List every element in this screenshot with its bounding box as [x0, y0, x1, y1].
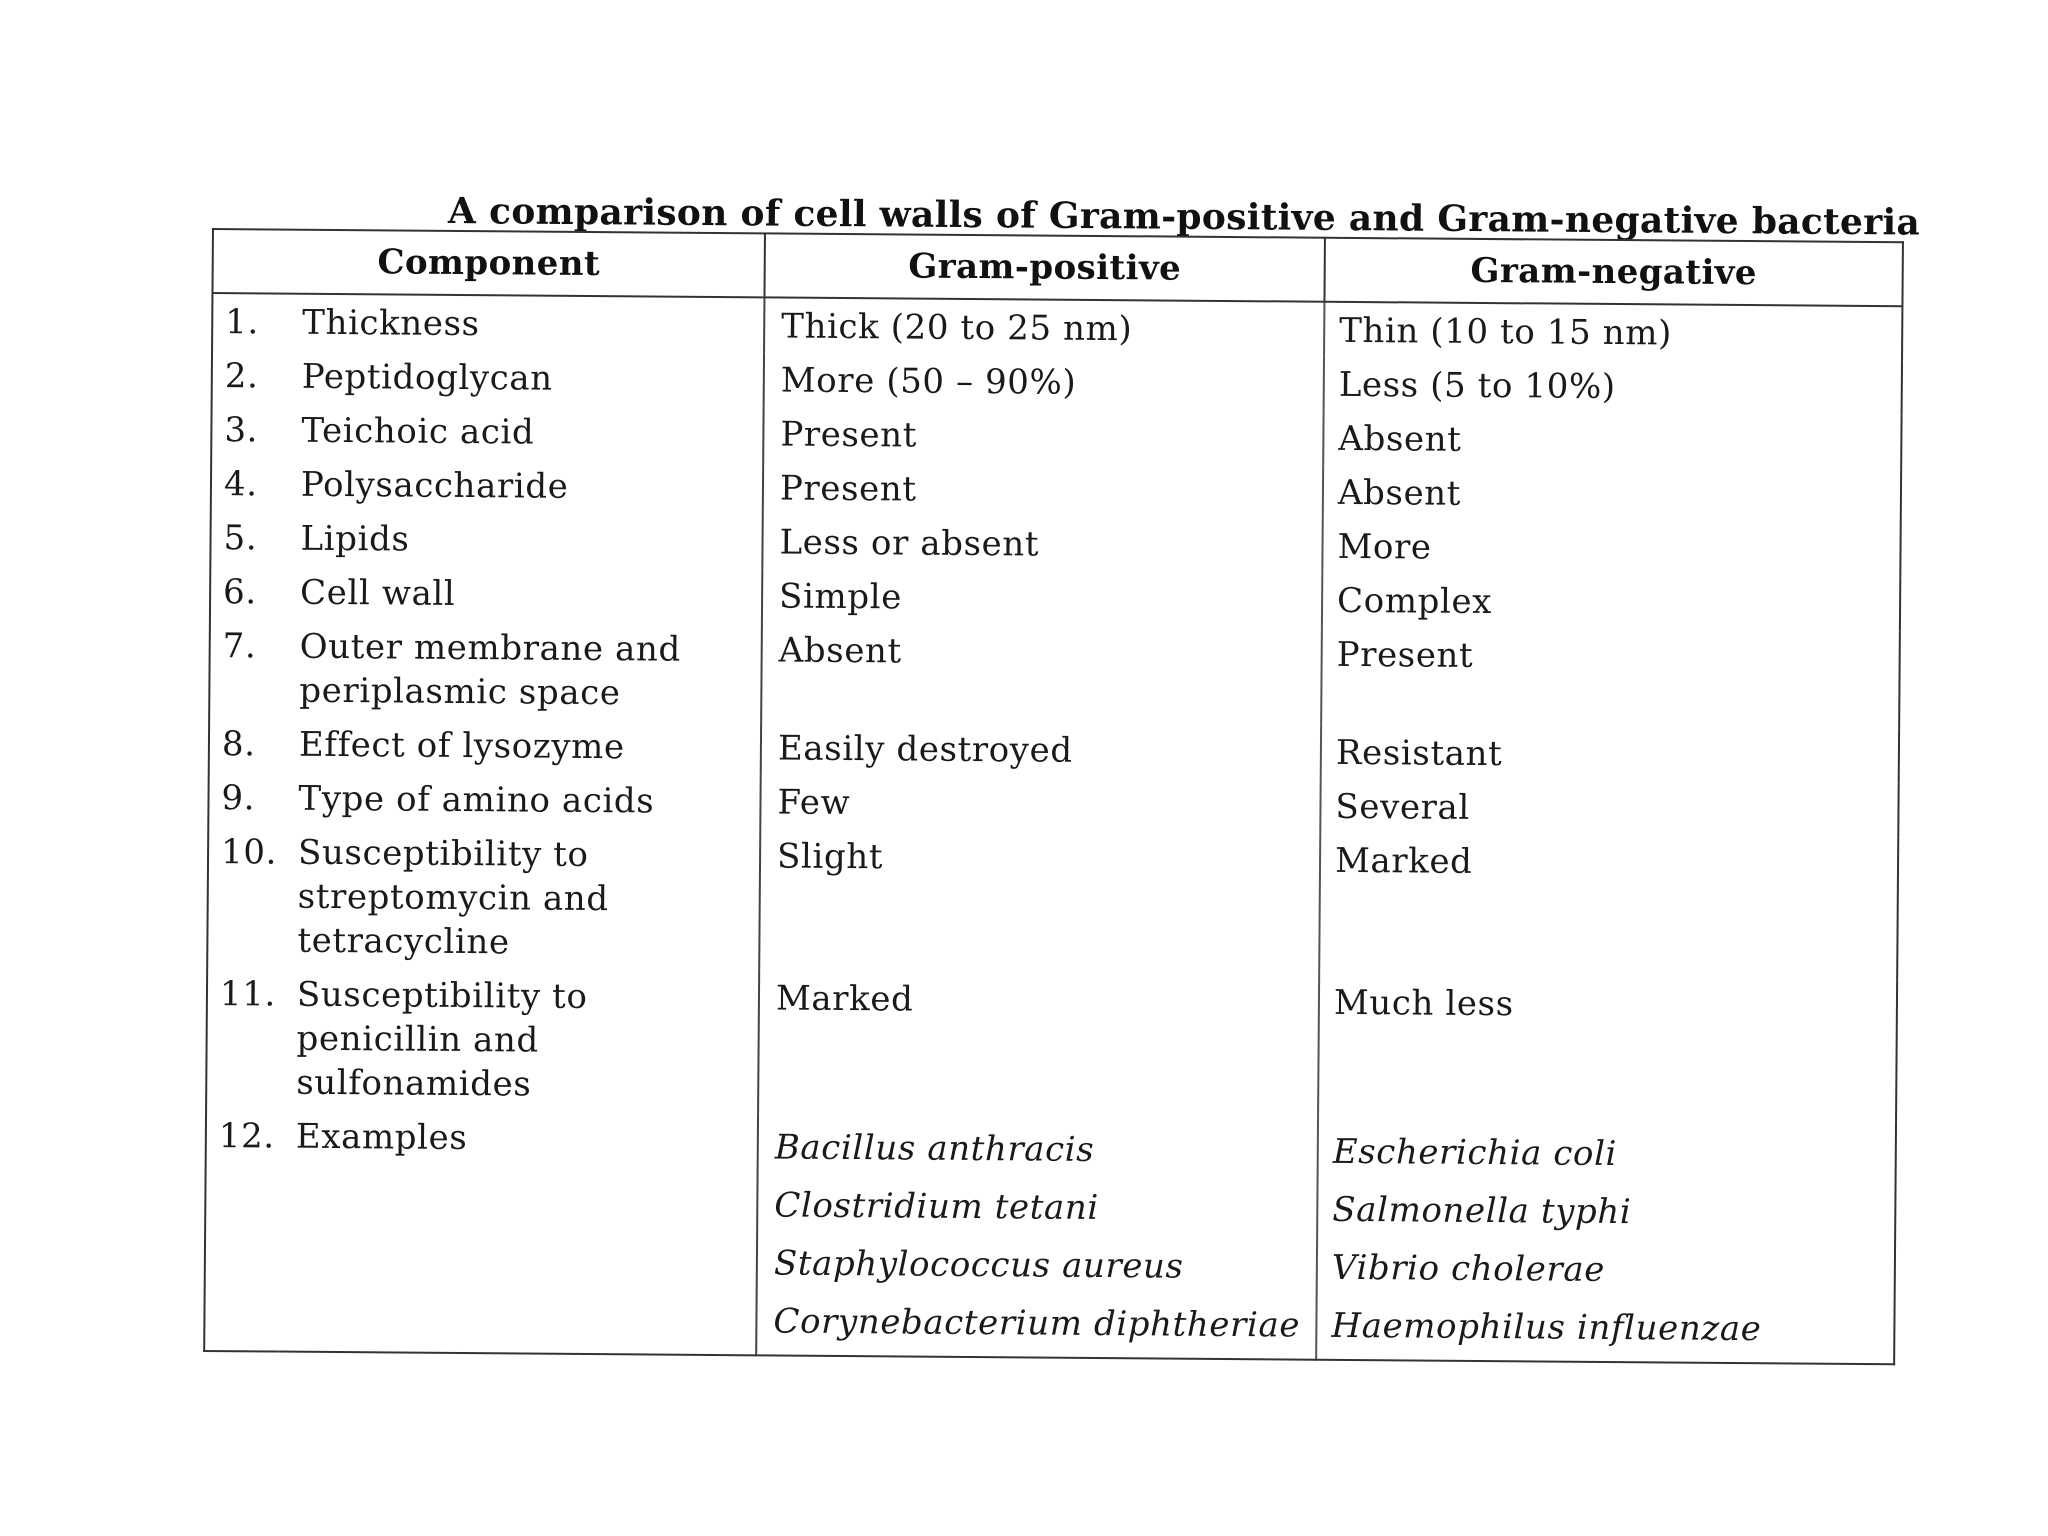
row-gram-positive: Few: [760, 774, 1320, 832]
row-gram-negative: Present: [1321, 627, 1900, 730]
row-component: Susceptibility to streptomycin and tetracycline: [281, 825, 760, 971]
row-gram-positive: Thick (20 to 25 nm): [764, 297, 1324, 356]
row-number: 5.: [210, 510, 284, 565]
comparison-table: [203, 228, 1904, 1365]
example-organism: Bacillus anthracis: [774, 1127, 1095, 1170]
row-number: 12.: [204, 1108, 280, 1352]
row-gram-positive: Slight: [759, 828, 1320, 974]
example-organism: Staphylococcus aureus: [773, 1243, 1184, 1287]
comparison-table-wrapper: [203, 228, 1902, 1365]
row-gram-negative: Less (5 to 10%): [1324, 357, 1902, 416]
row-component: Polysaccharide: [285, 457, 763, 515]
header-gram-negative: Gram-negative: [1324, 238, 1902, 307]
row-gram-negative: Marked: [1319, 833, 1898, 980]
row-number: 2.: [212, 348, 286, 403]
row-component: Lipids: [284, 511, 762, 569]
row-gram-negative: Absent: [1323, 411, 1901, 470]
row-component: Thickness: [286, 294, 764, 353]
row-gram-positive: Simple: [762, 568, 1322, 626]
row-component: Cell wall: [284, 565, 762, 623]
table-title: A comparison of cell walls of Gram-positive and Gram-negative bacteria: [447, 190, 1921, 244]
row-number: 3.: [211, 402, 285, 457]
example-organism: Escherichia coli: [1332, 1131, 1618, 1175]
row-gram-negative: Much less: [1318, 975, 1897, 1122]
row-component: Effect of lysozyme: [283, 717, 761, 775]
row-component: Teichoic acid: [285, 403, 763, 461]
row-component: Examples: [278, 1109, 758, 1356]
row-number: 11.: [206, 966, 281, 1109]
row-gram-positive: Absent: [761, 622, 1322, 724]
example-organism: Clostridium tetani: [774, 1185, 1099, 1228]
row-number: 9.: [208, 770, 282, 825]
example-organism: Vibrio cholerae: [1331, 1247, 1606, 1290]
table-row: [206, 966, 1897, 1121]
example-organism: Haemophilus influenzae: [1331, 1305, 1762, 1350]
table-body: [204, 293, 1902, 1364]
row-gram-positive: More (50 – 90%): [764, 352, 1324, 410]
row-number: 6.: [210, 564, 284, 619]
row-component: Peptidoglycan: [286, 349, 764, 407]
row-gram-positive: Less or absent: [762, 514, 1322, 572]
row-gram-positive: Present: [763, 460, 1323, 518]
row-gram-positive: Marked: [758, 970, 1319, 1116]
row-gram-negative: Thin (10 to 15 nm): [1324, 302, 1902, 362]
table-row: [209, 618, 1900, 729]
row-gram-negative: Several: [1320, 779, 1898, 838]
row-gram-positive: Present: [763, 406, 1323, 464]
row-component: Outer membrane and periplasmic space: [283, 619, 762, 721]
row-number: 8.: [209, 716, 283, 771]
row-number: 4.: [211, 456, 285, 511]
row-number: 7.: [209, 618, 284, 717]
example-organism: Salmonella typhi: [1332, 1189, 1632, 1233]
row-gram-negative: Resistant: [1321, 725, 1899, 784]
row-gram-negative: Absent: [1323, 465, 1901, 524]
header-gram-positive: Gram-positive: [764, 233, 1324, 301]
examples-gram-positive: [756, 1112, 1318, 1359]
examples-gram-negative: [1316, 1117, 1896, 1365]
row-component: Susceptibility to penicillin and sulfonamides: [280, 967, 759, 1113]
row-gram-negative: Complex: [1322, 573, 1900, 632]
row-gram-positive: Easily destroyed: [761, 720, 1321, 778]
row-gram-negative: More: [1322, 519, 1900, 578]
row-number: 10.: [207, 824, 282, 967]
header-component: Component: [212, 229, 765, 297]
example-organism: Corynebacterium diphtheriae: [773, 1301, 1301, 1346]
row-number: 1.: [212, 293, 286, 349]
table-row: [207, 824, 1898, 979]
row-component: Type of amino acids: [282, 771, 760, 829]
table-row-examples: [204, 1108, 1896, 1364]
